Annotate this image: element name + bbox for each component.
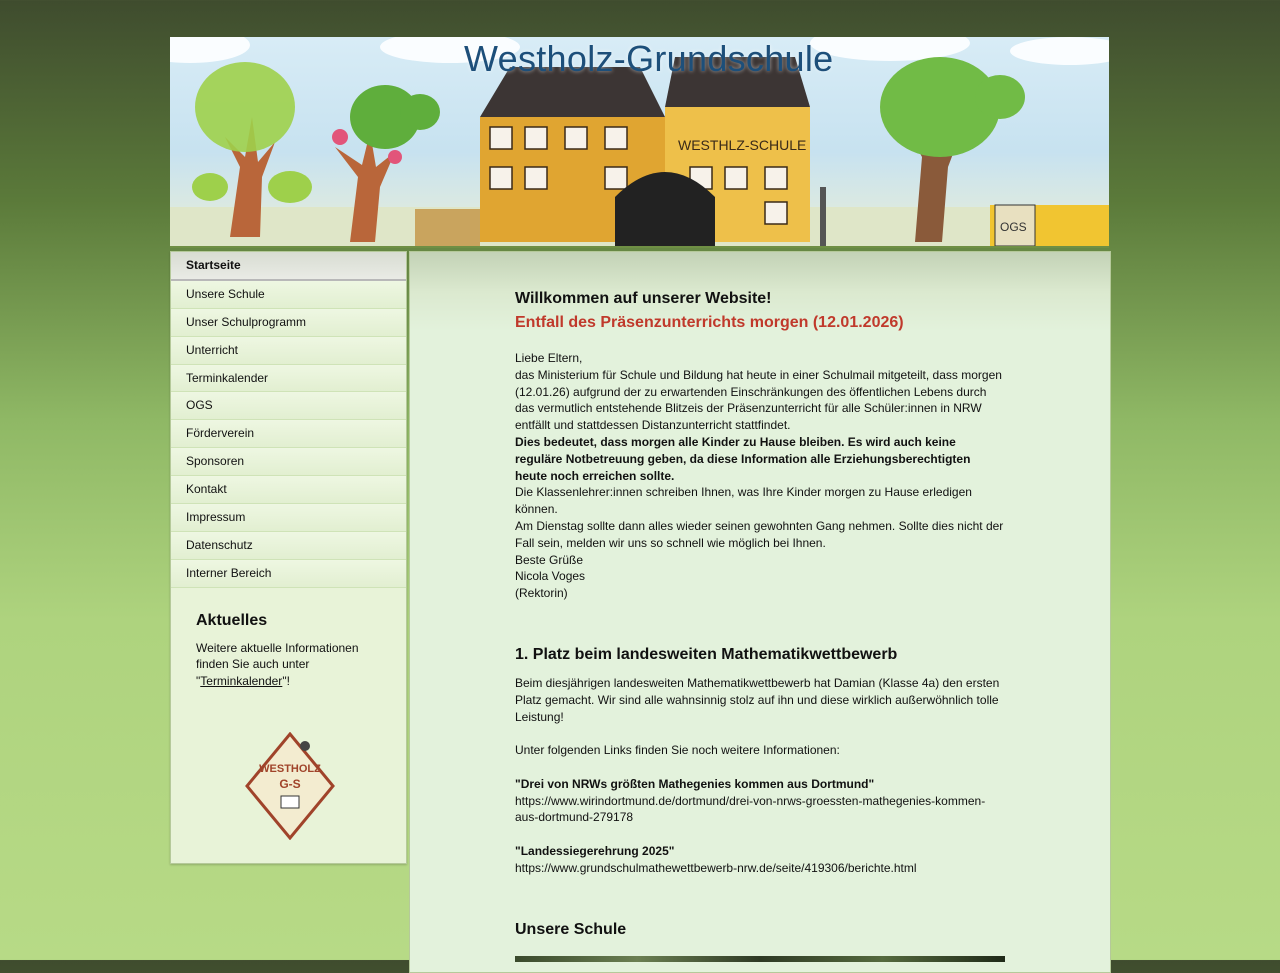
- site-title: Westholz-Grundschule: [464, 38, 834, 79]
- nav-item-impressum[interactable]: Impressum: [171, 504, 406, 532]
- letter-closing: Beste Grüße: [515, 552, 584, 567]
- owl-icon: [300, 741, 310, 751]
- aktuelles-text-before: Weitere aktuelle Informationen finden Sie auch unter ": [196, 640, 359, 689]
- school-photo: [515, 956, 1005, 962]
- nav-item-datenschutz[interactable]: Datenschutz: [171, 532, 406, 560]
- aktuelles-text-after: "!: [282, 674, 290, 689]
- link2-title: [515, 843, 1005, 860]
- letter-signature-name: Nicola Voges: [515, 569, 586, 584]
- nav-item-sponsoren[interactable]: Sponsoren: [171, 448, 406, 476]
- svg-text:OGS: OGS: [1000, 220, 1027, 234]
- unsere-schule-heading: Unsere Schule: [515, 920, 627, 938]
- school-logo: [245, 732, 335, 840]
- letter-signature-role: (Rektorin): [515, 586, 568, 601]
- content-inner: [515, 290, 1005, 939]
- letter-greeting: Liebe Eltern,: [515, 351, 583, 365]
- welcome-heading: Willkommen auf unserer Website!: [515, 290, 772, 307]
- link2-url[interactable]: https://www.grundschulmathewettbewerb-nrw.de/seite/419306/berichte.html: [515, 860, 917, 875]
- letter-paragraph-2: Die Klassenlehrer:innen schreiben Ihnen, was Ihre Kinder morgen zu Hause erledigen können.: [515, 485, 972, 517]
- svg-text:WESTHLZ-SCHULE: WESTHLZ-SCHULE: [678, 137, 807, 153]
- link1-url[interactable]: https://www.wirindortmund.de/dortmund/drei-von-nrws-groessten-mathegenies-kommen-aus-dortmund-279178: [515, 793, 986, 825]
- nav-item-unser-schulprogramm[interactable]: Unser Schulprogramm: [171, 309, 406, 337]
- main-navigation: [171, 252, 406, 588]
- letter-paragraph-3: Am Dienstag sollte dann alles wieder seinen gewohnten Gang nehmen. Sollte dies nicht der Fall sein, melden wir uns so schnell wie möglich bei Ihnen.: [515, 518, 1004, 550]
- nav-item-terminkalender[interactable]: Terminkalender: [171, 365, 406, 393]
- aktuelles-heading: Aktuelles: [196, 611, 268, 629]
- letter-bold-text: Dies bedeutet, dass morgen alle Kinder zu Hause bleiben. Es wird auch keine reguläre Notbetreuung geben, da diese Information alle Erziehungsberechtigten heute noch erreichen sollte.: [515, 434, 971, 483]
- logo-text-westholz: WESTHOLZ: [259, 763, 321, 775]
- nav-item-unsere-schule[interactable]: Unsere Schule: [171, 281, 406, 309]
- letter-paragraph-1: das Ministerium für Schule und Bildung hat heute in einer Schulmail mitgeteilt, dass morgen (12.01.26) aufgrund der zu erwartenden Einschränkungen des öffentlichen Lebens durch das vermutlich entstehende Blitzeis der Präsenzunterricht für alle Schüler:innen in NRW entfällt und stattdessen Distanzunterricht stattfindet.: [515, 367, 1002, 433]
- link1-title-text: "Drei von NRWs größten Mathegenies kommen aus Dortmund": [515, 776, 875, 791]
- math-paragraph: Beim diesjährigen landesweiten Mathematikwettbewerb hat Damian (Klasse 4a) den ersten Platz gemacht. Wir sind alle wahnsinnig stolz auf ihn und diese wirklich außerwöhnlich tolle Leistung!: [515, 675, 1000, 724]
- sidebar: [170, 251, 407, 864]
- nav-item-startseite[interactable]: Startseite: [171, 252, 406, 281]
- nav-item-kontakt[interactable]: Kontakt: [171, 476, 406, 504]
- nav-item-ogs[interactable]: OGS: [171, 392, 406, 420]
- nav-item-interner-bereich[interactable]: Interner Bereich: [171, 560, 406, 588]
- nav-item-unterricht[interactable]: Unterricht: [171, 337, 406, 365]
- nav-item-foerderverein[interactable]: Förderverein: [171, 420, 406, 448]
- terminkalender-link[interactable]: Terminkalender: [200, 674, 283, 689]
- main-content: [409, 251, 1111, 973]
- book-icon: [281, 796, 299, 808]
- logo-text-gs: G-S: [279, 777, 301, 791]
- math-heading: 1. Platz beim landesweiten Mathematikwettbewerb: [515, 645, 898, 663]
- letter-paragraph-bold: [515, 434, 1005, 484]
- link1-title: [515, 776, 1005, 793]
- math-links-intro: Unter folgenden Links finden Sie noch weitere Informationen:: [515, 743, 840, 758]
- alert-heading: Entfall des Präsenzunterrichts morgen (12.01.2026): [515, 314, 904, 331]
- aktuelles-text: [196, 640, 366, 690]
- aktuelles-section: [171, 612, 406, 690]
- link2-title-text: "Landessiegerehrung 2025": [515, 843, 675, 858]
- header-banner: [170, 37, 1109, 248]
